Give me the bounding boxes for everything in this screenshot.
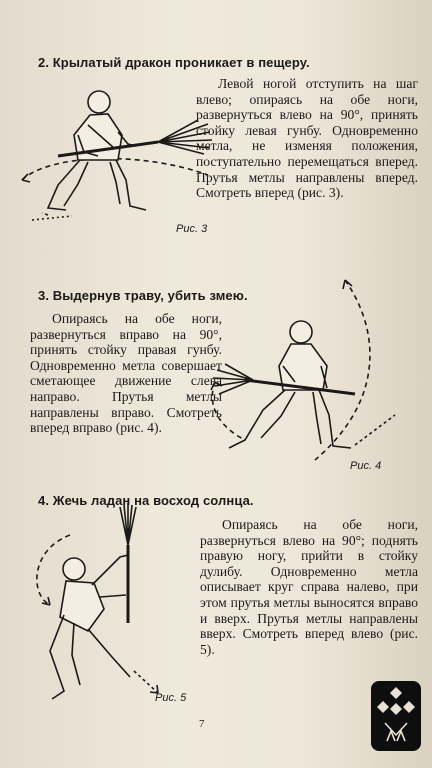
section-3-heading: 3. Выдернув траву, убить змею.: [38, 288, 248, 303]
figure-4-label: Рис. 4: [350, 460, 382, 472]
figure-4-illustration: [205, 270, 420, 470]
section-2-paragraph: Левой ногой отступить на шаг влево; опираясь на обе ноги, развернуться влево на 90°, принять стойку левая гунбу. Одновременно метла, не изменяя положения, поступательно перемещаться вперед. Прутья метлы направлены вперед. Смотреть вперед (рис. 3).: [196, 76, 418, 201]
section-3-text: [30, 311, 222, 436]
ornament-icon: [371, 681, 421, 751]
figure-5-label: Рис. 5: [155, 692, 187, 704]
section-4-paragraph: Опираясь на обе ноги, развернуться влево на 90°; поднять правую ногу, прийти в стойку дулибу. Одновременно метла описывает круг справа налево, при этом прутья метлы выносятся вправо и вверх. Прутья метлы направлены вверх. Смотреть вперед влево (рис. 5).: [200, 517, 418, 657]
section-4-heading: 4. Жечь ладан на восход солнца.: [38, 493, 254, 508]
section-2-heading: 2. Крылатый дракон проникает в пещеру.: [38, 55, 310, 70]
section-2-text: [196, 76, 418, 201]
page-number: 7: [199, 718, 205, 730]
watermark-logo: [371, 681, 421, 751]
figure-3-label: Рис. 3: [176, 223, 208, 235]
section-3-paragraph: Опираясь на обе ноги, развернуться вправо на 90°, принять стойку правая гунбу. Одновременно метла совершает сметающее движение слева направо. Прутья метлы направлены вправо. Смотреть вперед вправо (рис. 4).: [30, 311, 222, 436]
figure-3-illustration: [18, 80, 218, 230]
figure-5-illustration: [30, 505, 205, 705]
section-4-text: [200, 517, 418, 657]
